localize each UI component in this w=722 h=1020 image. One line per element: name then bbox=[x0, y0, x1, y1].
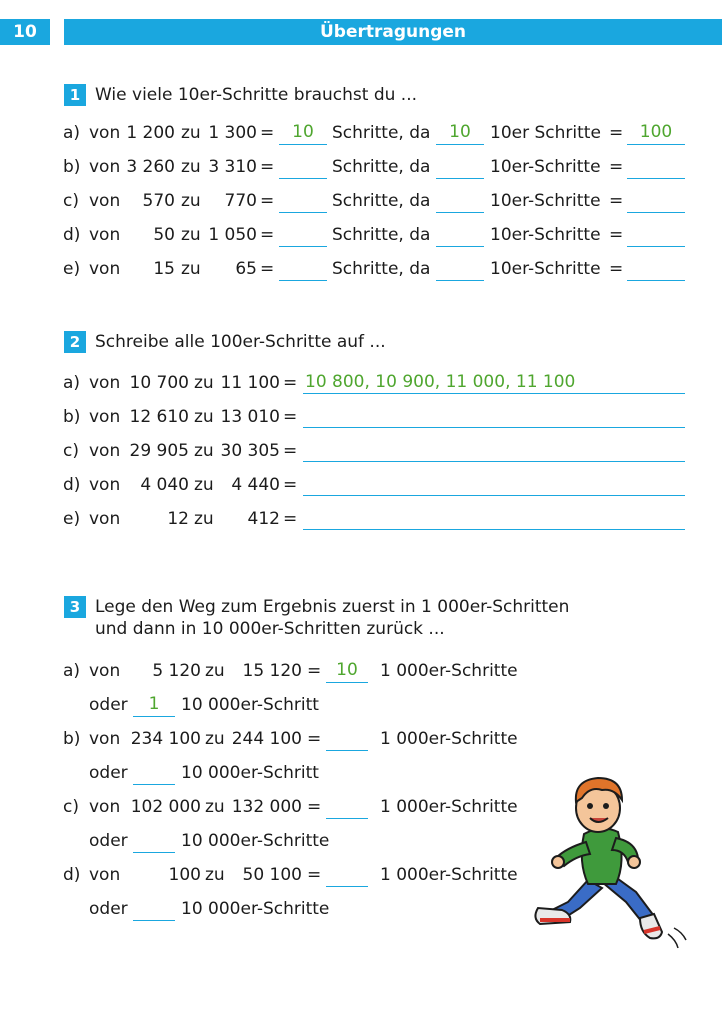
answer-blank-ten-thousands[interactable] bbox=[133, 762, 175, 785]
row-zu: zu bbox=[205, 797, 225, 817]
answer-blank-diff[interactable] bbox=[627, 258, 685, 281]
answer-line[interactable] bbox=[303, 440, 685, 462]
row-eq: = bbox=[283, 407, 298, 427]
row-from: 100 bbox=[168, 865, 201, 885]
row-unit-2: 10 000er-Schritte bbox=[181, 831, 330, 851]
answer-blank-diff[interactable]: 100 bbox=[627, 122, 685, 145]
row-eq2: = bbox=[609, 259, 624, 279]
row-schritte: Schritte, da bbox=[332, 123, 431, 143]
row-eq: = bbox=[307, 797, 322, 817]
row-from: 12 610 bbox=[129, 407, 189, 427]
row-unit-2: 10 000er-Schritte bbox=[181, 899, 330, 919]
answer-line[interactable] bbox=[303, 508, 685, 530]
row-eq: = bbox=[307, 865, 322, 885]
row-von: von bbox=[89, 225, 121, 245]
answer-blank-count[interactable] bbox=[436, 190, 484, 213]
row-unit-2: 10 000er-Schritt bbox=[181, 695, 319, 715]
row-von: von bbox=[89, 407, 121, 427]
row-from: 5 120 bbox=[152, 661, 201, 681]
row-oder: oder bbox=[89, 899, 128, 919]
row-zu: zu bbox=[181, 225, 201, 245]
row-von: von bbox=[89, 509, 121, 529]
task-2-instruction: Schreibe alle 100er-Schritte auf ... bbox=[95, 332, 386, 352]
row-von: von bbox=[89, 661, 121, 681]
row-eq: = bbox=[260, 225, 275, 245]
row-von: von bbox=[89, 441, 121, 461]
row-unit-1: 1 000er-Schritte bbox=[380, 661, 518, 681]
row-eq: = bbox=[307, 661, 322, 681]
row-zu: zu bbox=[194, 441, 214, 461]
row-to: 15 120 bbox=[242, 661, 302, 681]
task-3-badge: 3 bbox=[64, 596, 86, 618]
answer-blank-steps[interactable] bbox=[279, 190, 327, 213]
row-letter: b) bbox=[63, 729, 81, 749]
row-oder: oder bbox=[89, 763, 128, 783]
row-zu: zu bbox=[181, 191, 201, 211]
row-schritte: Schritte, da bbox=[332, 191, 431, 211]
row-unit: 10er-Schritte bbox=[490, 259, 601, 279]
row-oder: oder bbox=[89, 831, 128, 851]
row-from: 12 bbox=[167, 509, 189, 529]
answer-blank-thousands[interactable] bbox=[326, 796, 368, 819]
task-1-instruction: Wie viele 10er-Schritte brauchst du ... bbox=[95, 85, 417, 105]
row-to: 412 bbox=[247, 509, 280, 529]
row-letter: d) bbox=[63, 865, 81, 885]
row-letter: c) bbox=[63, 441, 79, 461]
row-unit: 10er-Schritte bbox=[490, 191, 601, 211]
row-oder: oder bbox=[89, 695, 128, 715]
row-letter: a) bbox=[63, 661, 81, 681]
row-unit: 10er Schritte bbox=[490, 123, 601, 143]
answer-blank-diff[interactable] bbox=[627, 190, 685, 213]
row-to: 3 310 bbox=[208, 157, 257, 177]
row-from: 50 bbox=[153, 225, 175, 245]
row-zu: zu bbox=[194, 407, 214, 427]
row-von: von bbox=[89, 259, 121, 279]
row-to: 244 100 bbox=[231, 729, 302, 749]
answer-blank-count[interactable] bbox=[436, 224, 484, 247]
row-eq: = bbox=[283, 441, 298, 461]
row-to: 50 100 bbox=[242, 865, 302, 885]
page-title: Übertragungen bbox=[64, 19, 722, 45]
row-from: 3 260 bbox=[126, 157, 175, 177]
answer-blank-steps[interactable]: 10 bbox=[279, 122, 327, 145]
row-unit-1: 1 000er-Schritte bbox=[380, 797, 518, 817]
answer-blank-steps[interactable] bbox=[279, 156, 327, 179]
row-von: von bbox=[89, 123, 121, 143]
row-to: 13 010 bbox=[220, 407, 280, 427]
row-unit: 10er-Schritte bbox=[490, 225, 601, 245]
row-to: 30 305 bbox=[220, 441, 280, 461]
row-eq: = bbox=[307, 729, 322, 749]
row-eq: = bbox=[260, 259, 275, 279]
answer-blank-ten-thousands[interactable] bbox=[133, 830, 175, 853]
answer-blank-count[interactable] bbox=[436, 258, 484, 281]
row-letter: e) bbox=[63, 509, 81, 529]
answer-blank-diff[interactable] bbox=[627, 156, 685, 179]
row-zu: zu bbox=[205, 865, 225, 885]
answer-line[interactable] bbox=[303, 474, 685, 496]
row-from: 570 bbox=[142, 191, 175, 211]
row-eq2: = bbox=[609, 191, 624, 211]
row-eq2: = bbox=[609, 123, 624, 143]
row-letter: b) bbox=[63, 157, 81, 177]
answer-blank-thousands[interactable]: 10 bbox=[326, 660, 368, 683]
row-letter: c) bbox=[63, 191, 79, 211]
row-zu: zu bbox=[181, 259, 201, 279]
answer-blank-count[interactable] bbox=[436, 156, 484, 179]
row-eq: = bbox=[260, 191, 275, 211]
row-to: 132 000 bbox=[231, 797, 302, 817]
task-2-badge: 2 bbox=[64, 331, 86, 353]
row-von: von bbox=[89, 729, 121, 749]
row-zu: zu bbox=[205, 661, 225, 681]
row-von: von bbox=[89, 797, 121, 817]
row-from: 10 700 bbox=[129, 373, 189, 393]
row-to: 11 100 bbox=[220, 373, 280, 393]
row-unit-1: 1 000er-Schritte bbox=[380, 865, 518, 885]
row-eq2: = bbox=[609, 225, 624, 245]
row-from: 1 200 bbox=[126, 123, 175, 143]
row-letter: d) bbox=[63, 475, 81, 495]
row-von: von bbox=[89, 191, 121, 211]
row-from: 29 905 bbox=[129, 441, 189, 461]
row-schritte: Schritte, da bbox=[332, 259, 431, 279]
answer-blank-diff[interactable] bbox=[627, 224, 685, 247]
row-unit-2: 10 000er-Schritt bbox=[181, 763, 319, 783]
task-3-instruction-line-2: und dann in 10 000er-Schritten zurück ... bbox=[95, 619, 445, 639]
row-from: 15 bbox=[153, 259, 175, 279]
row-von: von bbox=[89, 475, 121, 495]
row-letter: a) bbox=[63, 373, 81, 393]
row-eq2: = bbox=[609, 157, 624, 177]
row-eq: = bbox=[283, 475, 298, 495]
row-from: 4 040 bbox=[140, 475, 189, 495]
row-eq: = bbox=[283, 509, 298, 529]
row-zu: zu bbox=[205, 729, 225, 749]
row-zu: zu bbox=[181, 123, 201, 143]
answer-blank-count[interactable]: 10 bbox=[436, 122, 484, 145]
answer-line[interactable] bbox=[303, 406, 685, 428]
row-letter: a) bbox=[63, 123, 81, 143]
page-number: 10 bbox=[0, 19, 50, 45]
row-to: 4 440 bbox=[231, 475, 280, 495]
row-from: 234 100 bbox=[130, 729, 201, 749]
answer-blank-steps[interactable] bbox=[279, 258, 327, 281]
row-von: von bbox=[89, 865, 121, 885]
row-eq: = bbox=[260, 157, 275, 177]
row-zu: zu bbox=[194, 509, 214, 529]
task-3-instruction-line-1: Lege den Weg zum Ergebnis zuerst in 1 000er-Schritten bbox=[95, 597, 570, 617]
answer-blank-thousands[interactable] bbox=[326, 864, 368, 887]
row-zu: zu bbox=[194, 475, 214, 495]
row-from: 102 000 bbox=[130, 797, 201, 817]
row-eq: = bbox=[283, 373, 298, 393]
row-von: von bbox=[89, 373, 121, 393]
row-unit: 10er-Schritte bbox=[490, 157, 601, 177]
row-to: 770 bbox=[224, 191, 257, 211]
row-to: 65 bbox=[235, 259, 257, 279]
row-zu: zu bbox=[194, 373, 214, 393]
row-von: von bbox=[89, 157, 121, 177]
running-boy-illustration bbox=[518, 772, 688, 954]
answer-line[interactable]: 10 800, 10 900, 11 000, 11 100 bbox=[303, 372, 685, 394]
row-letter: d) bbox=[63, 225, 81, 245]
answer-blank-steps[interactable] bbox=[279, 224, 327, 247]
task-1-badge: 1 bbox=[64, 84, 86, 106]
row-schritte: Schritte, da bbox=[332, 157, 431, 177]
row-zu: zu bbox=[181, 157, 201, 177]
row-to: 1 300 bbox=[208, 123, 257, 143]
row-letter: b) bbox=[63, 407, 81, 427]
row-unit-1: 1 000er-Schritte bbox=[380, 729, 518, 749]
answer-blank-ten-thousands[interactable] bbox=[133, 898, 175, 921]
answer-blank-ten-thousands[interactable]: 1 bbox=[133, 694, 175, 717]
row-eq: = bbox=[260, 123, 275, 143]
row-letter: e) bbox=[63, 259, 81, 279]
row-schritte: Schritte, da bbox=[332, 225, 431, 245]
row-letter: c) bbox=[63, 797, 79, 817]
answer-blank-thousands[interactable] bbox=[326, 728, 368, 751]
row-to: 1 050 bbox=[208, 225, 257, 245]
